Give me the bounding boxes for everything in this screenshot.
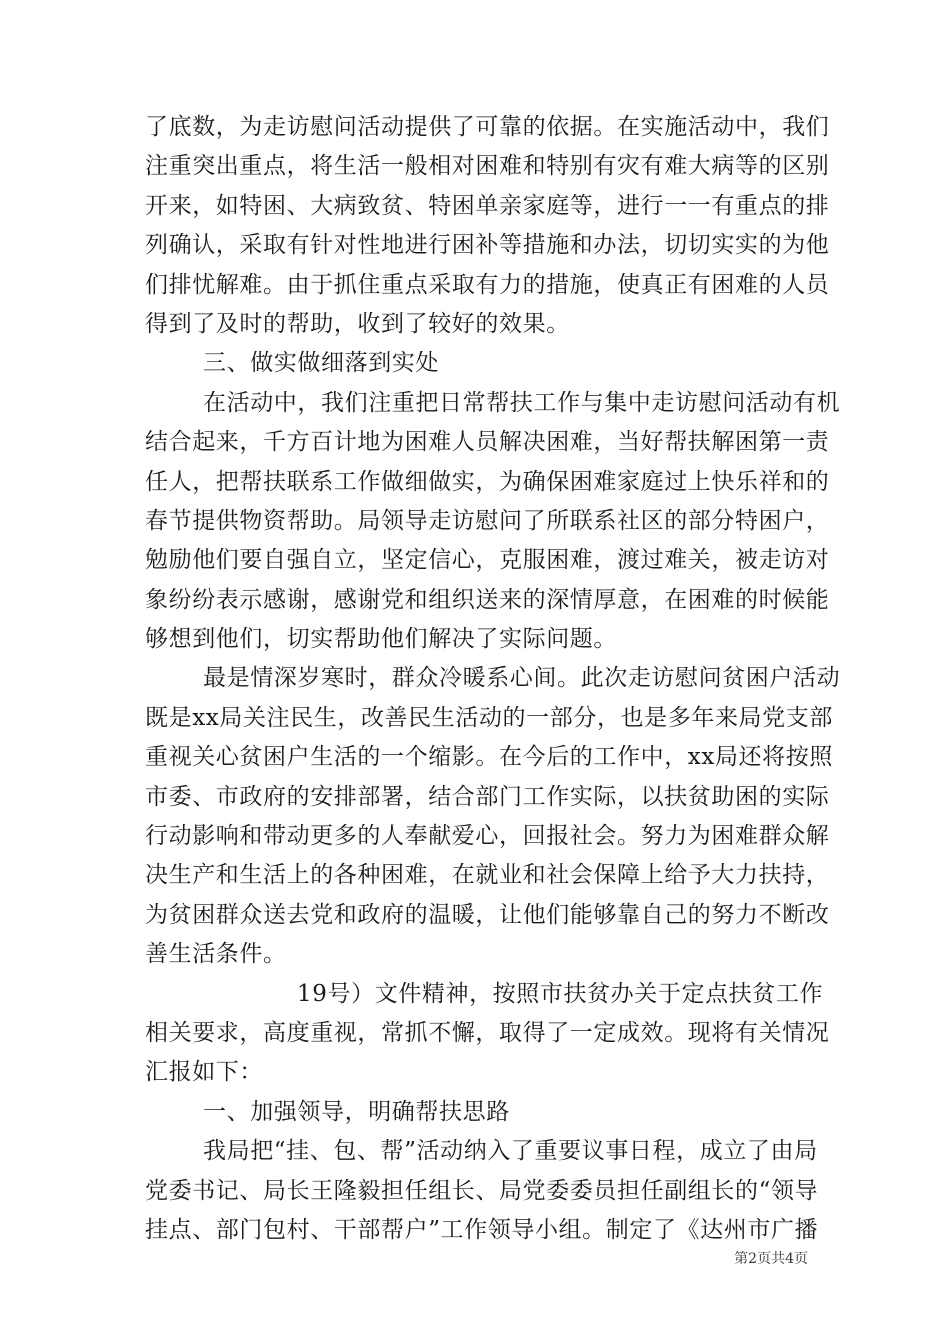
text-line: 行动影响和带动更多的人奉献爱心，回报社会。努力为困难群众解 (145, 823, 830, 850)
text-line: 19号）文件精神，按照市扶贫办关于定点扶贫工作 (297, 980, 824, 1007)
text-line: 相关要求，高度重视，常抓不懈，取得了一定成效。现将有关情况 (145, 1019, 830, 1046)
text-line: 为贫困群众送去党和政府的温暖，让他们能够靠自己的努力不断改 (145, 901, 830, 928)
text-line: 够想到他们，切实帮助他们解决了实际问题。 (145, 626, 617, 653)
text-line: 既是xx局关注民生，改善民生活动的一部分，也是多年来局党支部 (145, 704, 833, 731)
text-line: 得到了及时的帮助，收到了较好的效果。 (145, 310, 570, 337)
text-line: 开来，如特困、大病致贫、特困单亲家庭等，进行一一有重点的排 (145, 192, 830, 219)
section-heading: 一、加强领导，明确帮扶思路 (203, 1098, 510, 1125)
section-heading: 三、做实做细落到实处 (203, 350, 439, 377)
text-line: 汇报如下： (145, 1059, 263, 1086)
text-line: 重视关心贫困户生活的一个缩影。在今后的工作中，xx局还将按照 (145, 744, 833, 771)
text-line: 春节提供物资帮助。局领导走访慰问了所联系社区的部分特困户， (145, 507, 830, 534)
text-line: 最是情深岁寒时，群众冷暖系心间。此次走访慰问贫困户活动 (203, 665, 841, 692)
text-line: 我局把“挂、包、帮”活动纳入了重要议事日程，成立了由局 (203, 1138, 818, 1165)
text-line: 市委、市政府的安排部署，结合部门工作实际，以扶贫助困的实际 (145, 783, 830, 810)
text-line: 勉励他们要自强自立，坚定信心，克服困难，渡过难关，被走访对 (145, 547, 830, 574)
text-line: 决生产和生活上的各种困难，在就业和社会保障上给予大力扶持， (145, 862, 830, 889)
text-line: 结合起来，千方百计地为困难人员解决困难，当好帮扶解困第一责 (145, 429, 830, 456)
text-line: 挂点、部门包村、干部帮户”工作领导小组。制定了《达州市广播 (145, 1216, 819, 1243)
text-line: 党委书记、局长王隆毅担任组长、局党委委员担任副组长的“领导 (145, 1177, 819, 1204)
text-line: 善生活条件。 (145, 941, 287, 968)
text-line: 注重突出重点，将生活一般相对困难和特别有灾有难大病等的区别 (145, 153, 830, 180)
text-line: 列确认，采取有针对性地进行困补等措施和办法，切切实实的为他 (145, 232, 830, 259)
page-number: 第2页共4页 (734, 1251, 808, 1267)
text-line: 了底数，为走访慰问活动提供了可靠的依据。在实施活动中，我们 (145, 114, 830, 140)
text-line: 任人，把帮扶联系工作做细做实，为确保困难家庭过上快乐祥和的 (145, 468, 830, 495)
text-line: 在活动中，我们注重把日常帮扶工作与集中走访慰问活动有机 (203, 389, 841, 416)
body-text (145, 108, 841, 1250)
text-line: 象纷纷表示感谢，感谢党和组织送来的深情厚意，在困难的时候能 (145, 586, 830, 613)
text-line: 们排忧解难。由于抓住重点采取有力的措施，使真正有困难的人员 (145, 271, 830, 298)
